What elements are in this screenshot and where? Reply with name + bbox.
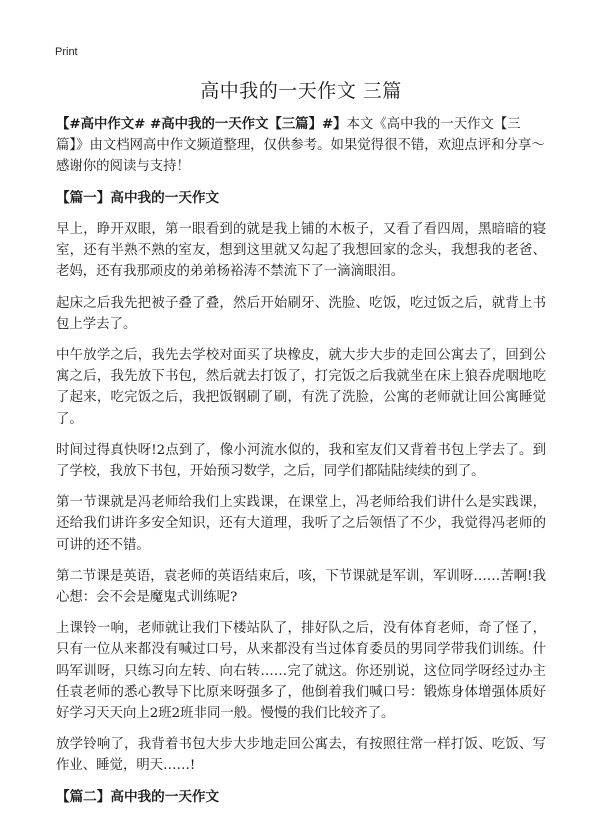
paragraph: 中午放学之后，我先去学校对面买了块橡皮，就大步大步的走回公寓去了，回到公寓之后，我先放下书包，然后就去打饭了，打完饭之后我就坐在床上狼吞虎咽地吃了起来，吃完饭之后，我把饭钢刷了刷，有洗了洗脸，公寓的老师就让回公寓睡觉了。 xyxy=(56,348,546,427)
paragraph: 放学铃响了，我背着书包大步大步地走回公寓去，有按照往常一样打饭、吃饭、写作业、睡觉，明天……! xyxy=(56,737,546,774)
intro-tags: 【#高中作文# #高中我的一天作文【三篇】#】 xyxy=(56,116,347,132)
print-label[interactable]: Print xyxy=(55,46,78,58)
paragraph: 时间过得真快呀!2点到了，像小河流水似的，我和室友们又背着书包上学去了。到了学校，我放下书包，开始预习数学，之后，同学们都陆陆续续的到了。 xyxy=(56,442,546,480)
paragraph: 上课铃一响，老师就让我们下楼站队了，排好队之后，没有体育老师，奇了怪了，只有一位从来都没有喊过口号，从来都没有当过体育委员的男同学带我们训练。什吗军训呀，只练习向左转、向右转……完了就这。你还别说，这位同学呀经过办主任袁老师的悉心教导下比原来呀强多了，他倒着我们喊口号：锻炼身体增强体质好好学习天天向上2班2班非同一般。慢慢的我们比较齐了。 xyxy=(56,621,546,722)
section-heading-2: 【篇二】高中我的一天作文 xyxy=(56,788,220,805)
paragraph: 起床之后我先把被子叠了叠，然后开始刷牙、洗脸、吃饭，吃过饭之后，就背上书包上学去了。 xyxy=(56,295,546,332)
page-title: 高中我的一天作文 三篇 xyxy=(200,80,402,102)
paragraph: 早上，睁开双眼，第一眼看到的就是我上铺的木板子，又看了看四周，黑暗暗的寝室，还有半熟不熟的室友，想到这里就又勾起了我想回家的念头，我想我的老爸、老妈，还有我那顽皮的弟弟杨裕涛不禁流下了一滴滴眼泪。 xyxy=(56,222,546,280)
paragraph: 第二节课是英语，袁老师的英语结束后，咳，下节课就是军训，军训呀……苦啊!我心想：会不会是魔鬼式训练呢? xyxy=(56,568,546,606)
intro-text: 本文《高中我的一天作文【三篇】》由文档网高中作文频道整理，仅供参考。如果觉得很不错，欢迎点评和分享～感谢你的阅读与支持！ xyxy=(56,117,545,174)
section-heading-1: 【篇一】高中我的一天作文 xyxy=(56,190,220,206)
document-body xyxy=(56,76,546,818)
paragraph: 第一节课就是冯老师给我们上实践课，在课堂上，冯老师给我们讲什么是实践课，还给我们讲许多安全知识，还有大道理，我听了之后领悟了不少，我觉得冯老师的可讲的还不错。 xyxy=(56,495,546,553)
intro-paragraph xyxy=(56,114,546,177)
